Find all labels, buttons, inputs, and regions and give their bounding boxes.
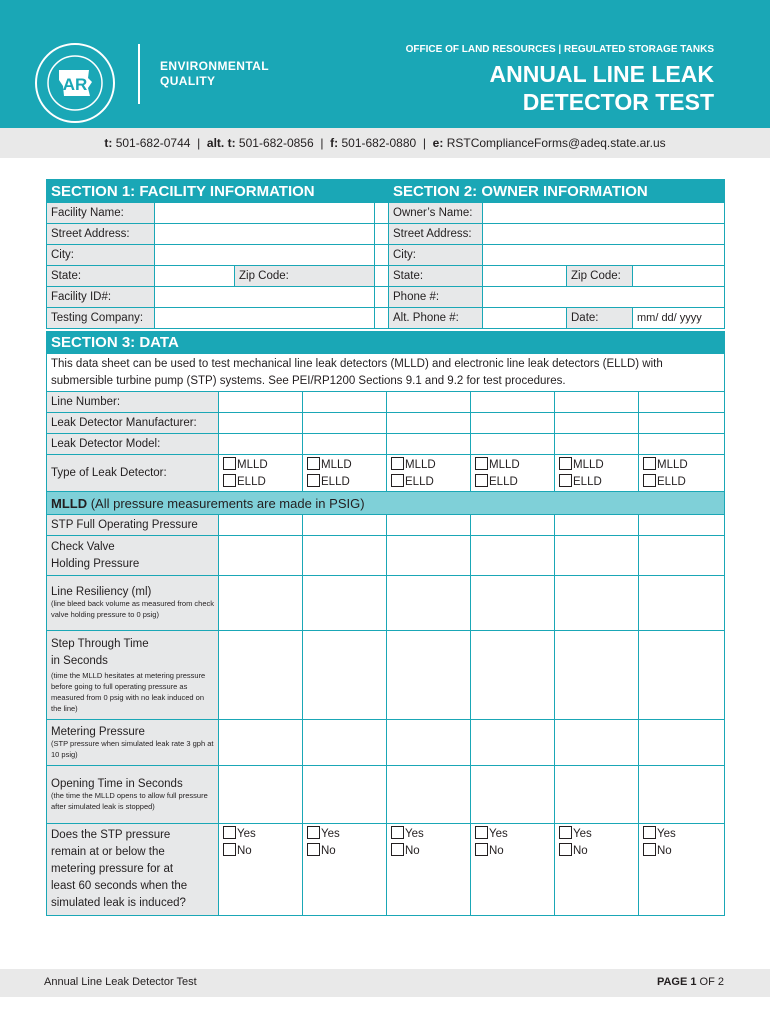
- opening-line-3-cell[interactable]: [387, 766, 471, 824]
- mlld-checkbox[interactable]: [307, 457, 320, 470]
- stp-full-line-5-cell[interactable]: [555, 515, 639, 536]
- manufacturer-label: [47, 413, 219, 434]
- metering-label: [47, 720, 219, 766]
- resiliency-line-6-cell[interactable]: [639, 576, 725, 631]
- facility-name-label: Facility Name:: [47, 203, 155, 224]
- label-line: metering pressure for at: [51, 863, 174, 875]
- label-line: Step Through Time: [51, 638, 149, 650]
- opening-line-1-cell[interactable]: [219, 766, 303, 824]
- type-line-6-cell: [639, 455, 725, 492]
- yes-option[interactable]: [307, 826, 382, 843]
- resiliency-line-4-cell[interactable]: [471, 576, 555, 631]
- mlld-subheader: [47, 492, 725, 515]
- mlld-subheader-bold: MLLD: [51, 495, 88, 511]
- data-table: [46, 331, 725, 916]
- owner-zip-field[interactable]: [633, 266, 725, 287]
- type-label: [47, 455, 219, 492]
- stp-question-label: [47, 824, 219, 916]
- elld-checkbox[interactable]: [223, 474, 236, 487]
- mlld-checkbox[interactable]: [223, 457, 236, 470]
- metering-line-1-cell[interactable]: [219, 720, 303, 766]
- form-title-line1: ANNUAL LINE LEAK: [489, 61, 714, 87]
- line-number-line-1-cell[interactable]: [219, 392, 303, 413]
- stp-full-label: [47, 515, 219, 536]
- fax-label: f:: [330, 136, 339, 150]
- stp-question-line-3-cell: [387, 824, 471, 916]
- manufacturer-line-5-cell[interactable]: [555, 413, 639, 434]
- yes-option[interactable]: [223, 826, 298, 843]
- metering-line-5-cell[interactable]: [555, 720, 639, 766]
- check-valve-line-4-cell[interactable]: [471, 536, 555, 576]
- elld-option-label: ELLD: [237, 476, 266, 488]
- check-valve-line-3-cell[interactable]: [387, 536, 471, 576]
- no-option[interactable]: [391, 843, 466, 860]
- facility-name-field[interactable]: [155, 203, 375, 224]
- section3-title: SECTION 3: DATA: [47, 332, 725, 354]
- manufacturer-line-6-cell[interactable]: [639, 413, 725, 434]
- model-line-4-cell[interactable]: [471, 434, 555, 455]
- line-number-line-6-cell[interactable]: [639, 392, 725, 413]
- step-line-2-cell[interactable]: [303, 631, 387, 720]
- step-line-6-cell[interactable]: [639, 631, 725, 720]
- mlld-option[interactable]: [223, 457, 298, 474]
- metering-line-2-cell[interactable]: [303, 720, 387, 766]
- no-option[interactable]: [475, 843, 550, 860]
- label-line: Check Valve: [51, 540, 115, 553]
- label-line: Type of Leak Detector:: [51, 467, 167, 479]
- elld-option-label: ELLD: [405, 476, 434, 488]
- elld-option-label: ELLD: [321, 476, 350, 488]
- check-valve-line-6-cell[interactable]: [639, 536, 725, 576]
- elld-option-label: ELLD: [657, 476, 686, 488]
- metering-line-3-cell[interactable]: [387, 720, 471, 766]
- elld-option-label: ELLD: [489, 476, 518, 488]
- facility-street-field[interactable]: [155, 224, 375, 245]
- section2-title: SECTION 2: OWNER INFORMATION: [389, 180, 725, 203]
- no-option-label: No: [237, 845, 252, 857]
- type-line-2-cell: [303, 455, 387, 492]
- owner-street-label: Street Address:: [389, 224, 483, 245]
- yes-checkbox[interactable]: [223, 826, 236, 839]
- manufacturer-line-3-cell[interactable]: [387, 413, 471, 434]
- stp-full-line-2-cell[interactable]: [303, 515, 387, 536]
- agency-seal-icon: [34, 42, 116, 124]
- yes-option-label: Yes: [405, 828, 424, 840]
- facility-id-label: Facility ID#:: [47, 287, 155, 308]
- elld-option[interactable]: [223, 474, 298, 491]
- check-valve-line-1-cell[interactable]: [219, 536, 303, 576]
- line-number-line-3-cell[interactable]: [387, 392, 471, 413]
- elld-option-label: ELLD: [573, 476, 602, 488]
- yes-option-label: Yes: [657, 828, 676, 840]
- mlld-option[interactable]: [475, 457, 550, 474]
- step-line-1-cell[interactable]: [219, 631, 303, 720]
- mlld-option[interactable]: [391, 457, 466, 474]
- owner-city-label: City:: [389, 245, 483, 266]
- no-option-label: No: [573, 845, 588, 857]
- elld-option[interactable]: [391, 474, 466, 491]
- resiliency-line-5-cell[interactable]: [555, 576, 639, 631]
- svg-text:AR: AR: [62, 75, 88, 94]
- facility-owner-table: [46, 179, 725, 329]
- opening-line-4-cell[interactable]: [471, 766, 555, 824]
- no-option-label: No: [405, 845, 420, 857]
- label-line: Opening Time in Seconds: [51, 777, 183, 790]
- field-note: (the time the MLLD opens to allow full pressure after simulated leak is stopped): [51, 790, 208, 811]
- separator: |: [197, 136, 201, 150]
- model-line-1-cell[interactable]: [219, 434, 303, 455]
- gap-cell: [375, 203, 389, 224]
- mlld-option-label: MLLD: [657, 459, 688, 471]
- opening-line-2-cell[interactable]: [303, 766, 387, 824]
- step-line-4-cell[interactable]: [471, 631, 555, 720]
- resiliency-line-2-cell[interactable]: [303, 576, 387, 631]
- page-header: [0, 0, 770, 128]
- yes-option-label: Yes: [573, 828, 592, 840]
- stp-question-line-4-cell: [471, 824, 555, 916]
- gap-cell: [375, 287, 389, 308]
- mlld-checkbox[interactable]: [475, 457, 488, 470]
- stp-full-line-1-cell[interactable]: [219, 515, 303, 536]
- mlld-option-label: MLLD: [237, 459, 268, 471]
- line-number-label: [47, 392, 219, 413]
- elld-option[interactable]: [307, 474, 382, 491]
- label-line: STP Full Operating Pressure: [51, 519, 198, 531]
- page-number: [657, 976, 724, 988]
- yes-checkbox[interactable]: [643, 826, 656, 839]
- section1-title: SECTION 1: FACILITY INFORMATION: [47, 180, 375, 203]
- yes-option[interactable]: [559, 826, 634, 843]
- type-line-4-cell: [471, 455, 555, 492]
- org-name-line2: QUALITY: [160, 74, 216, 88]
- yes-option-label: Yes: [321, 828, 340, 840]
- yes-option[interactable]: [391, 826, 466, 843]
- stp-question-line-1-cell: [219, 824, 303, 916]
- gap-cell: [375, 245, 389, 266]
- check-valve-line-2-cell[interactable]: [303, 536, 387, 576]
- owner-alt-phone-label: Alt. Phone #:: [389, 308, 483, 329]
- facility-street-label: Street Address:: [47, 224, 155, 245]
- testing-company-label: Testing Company:: [47, 308, 155, 329]
- yes-option[interactable]: [475, 826, 550, 843]
- elld-option[interactable]: [475, 474, 550, 491]
- model-line-6-cell[interactable]: [639, 434, 725, 455]
- no-checkbox[interactable]: [223, 843, 236, 856]
- field-note: (line bleed back volume as measured from check valve holding pressure to 0 psig): [51, 599, 214, 619]
- mlld-option[interactable]: [559, 457, 634, 474]
- page-number-bold: PAGE 1: [656, 976, 697, 988]
- model-line-5-cell[interactable]: [555, 434, 639, 455]
- email-label: e:: [432, 136, 444, 150]
- facility-state-label: State:: [47, 266, 155, 287]
- page-number-rest: OF 2: [696, 976, 724, 988]
- resiliency-line-1-cell[interactable]: [219, 576, 303, 631]
- alt-phone-label: alt. t:: [206, 136, 236, 150]
- manufacturer-line-2-cell[interactable]: [303, 413, 387, 434]
- yes-checkbox[interactable]: [307, 826, 320, 839]
- label-line: least 60 seconds when the: [51, 880, 188, 892]
- mlld-checkbox[interactable]: [559, 457, 572, 470]
- section-gap: [375, 180, 389, 203]
- office-subtitle: OFFICE OF LAND RESOURCES | REGULATED STORAGE TANKS: [405, 44, 714, 55]
- stp-full-line-3-cell[interactable]: [387, 515, 471, 536]
- label-line: Does the STP pressure: [51, 829, 171, 841]
- facility-city-field[interactable]: [155, 245, 375, 266]
- yes-option-label: Yes: [237, 828, 256, 840]
- no-checkbox[interactable]: [391, 843, 404, 856]
- type-line-5-cell: [555, 455, 639, 492]
- no-option[interactable]: [643, 843, 720, 860]
- facility-state-field[interactable]: [155, 266, 235, 287]
- owner-city-field[interactable]: [483, 245, 725, 266]
- manufacturer-line-4-cell[interactable]: [471, 413, 555, 434]
- yes-option[interactable]: [643, 826, 720, 843]
- resiliency-line-3-cell[interactable]: [387, 576, 471, 631]
- mlld-option-label: MLLD: [405, 459, 436, 471]
- mlld-option-label: MLLD: [573, 459, 604, 471]
- elld-checkbox[interactable]: [475, 474, 488, 487]
- contact-bar: [0, 128, 770, 158]
- stp-full-line-6-cell[interactable]: [639, 515, 725, 536]
- line-number-line-2-cell[interactable]: [303, 392, 387, 413]
- model-label: [47, 434, 219, 455]
- owner-name-field[interactable]: [483, 203, 725, 224]
- model-line-2-cell[interactable]: [303, 434, 387, 455]
- fax-value: 501-682-0880: [341, 136, 417, 150]
- step-label: [47, 631, 219, 720]
- opening-line-6-cell[interactable]: [639, 766, 725, 824]
- no-option-label: No: [489, 845, 504, 857]
- owner-phone-label: Phone #:: [389, 287, 483, 308]
- facility-zip-label: Zip Code:: [235, 266, 375, 287]
- logo-divider: [138, 44, 140, 104]
- no-option[interactable]: [223, 843, 298, 860]
- step-line-3-cell[interactable]: [387, 631, 471, 720]
- facility-id-field[interactable]: [155, 287, 375, 308]
- no-checkbox[interactable]: [307, 843, 320, 856]
- org-name: [160, 59, 269, 89]
- phone-label: t:: [104, 136, 113, 150]
- stp-full-line-4-cell[interactable]: [471, 515, 555, 536]
- no-option-label: No: [321, 845, 336, 857]
- testing-company-field[interactable]: [155, 308, 375, 329]
- owner-phone-field[interactable]: [483, 287, 725, 308]
- gap-cell: [375, 308, 389, 329]
- manufacturer-line-1-cell[interactable]: [219, 413, 303, 434]
- resiliency-label: [47, 576, 219, 631]
- form-title-line2: DETECTOR TEST: [522, 89, 714, 115]
- label-line: Holding Pressure: [51, 557, 140, 570]
- mlld-option-label: MLLD: [489, 459, 520, 471]
- elld-option[interactable]: [643, 474, 720, 491]
- no-option[interactable]: [559, 843, 634, 860]
- footer-title: Annual Line Leak Detector Test: [44, 976, 197, 988]
- no-checkbox[interactable]: [559, 843, 572, 856]
- mlld-option-label: MLLD: [321, 459, 352, 471]
- owner-alt-phone-field[interactable]: [483, 308, 567, 329]
- owner-zip-label: Zip Code:: [567, 266, 633, 287]
- label-line: in Seconds: [51, 655, 108, 667]
- elld-checkbox[interactable]: [559, 474, 572, 487]
- stp-question-line-2-cell: [303, 824, 387, 916]
- form-title: [490, 60, 714, 116]
- no-option-label: No: [657, 845, 672, 857]
- date-field[interactable]: mm/ dd/ yyyy: [633, 308, 725, 329]
- metering-line-6-cell[interactable]: [639, 720, 725, 766]
- stp-question-line-5-cell: [555, 824, 639, 916]
- yes-checkbox[interactable]: [391, 826, 404, 839]
- label-line: remain at or below the: [51, 846, 165, 858]
- mlld-checkbox[interactable]: [643, 457, 656, 470]
- yes-checkbox[interactable]: [475, 826, 488, 839]
- label-line: Metering Pressure: [51, 725, 145, 738]
- gap-cell: [375, 266, 389, 287]
- opening-line-5-cell[interactable]: [555, 766, 639, 824]
- label-line: Leak Detector Manufacturer:: [51, 417, 197, 429]
- stp-question-line-6-cell: [639, 824, 725, 916]
- yes-checkbox[interactable]: [559, 826, 572, 839]
- opening-label: [47, 766, 219, 824]
- type-line-1-cell: [219, 455, 303, 492]
- label-line: simulated leak is induced?: [51, 897, 186, 909]
- org-name-line1: ENVIRONMENTAL: [160, 59, 269, 73]
- mlld-checkbox[interactable]: [391, 457, 404, 470]
- facility-city-label: City:: [47, 245, 155, 266]
- type-line-3-cell: [387, 455, 471, 492]
- section3-intro: This data sheet can be used to test mechanical line leak detectors (MLLD) and electronic line leak detectors (ELLD) with submersible turbine pump (STP) systems. See PEI/RP1200 Sections 9.1 and 9.2 for test procedures.: [47, 354, 725, 392]
- field-note: (time the MLLD hesitates at metering pressure before going to full operating pressure as measured from 0 psig with no leak induced on the line): [51, 671, 206, 713]
- elld-checkbox[interactable]: [307, 474, 320, 487]
- label-line: Line Number:: [51, 396, 121, 408]
- owner-state-label: State:: [389, 266, 483, 287]
- alt-phone-value: 501-682-0856: [238, 136, 314, 150]
- email-link[interactable]: RSTComplianceForms@adeq.state.ar.us: [446, 136, 666, 150]
- no-checkbox[interactable]: [475, 843, 488, 856]
- separator: |: [320, 136, 324, 150]
- separator: |: [422, 136, 426, 150]
- step-line-5-cell[interactable]: [555, 631, 639, 720]
- owner-street-field[interactable]: [483, 224, 725, 245]
- mlld-option[interactable]: [643, 457, 720, 474]
- owner-name-label: Owner’s Name:: [389, 203, 483, 224]
- gap-cell: [375, 224, 389, 245]
- metering-line-4-cell[interactable]: [471, 720, 555, 766]
- date-label: Date:: [567, 308, 633, 329]
- owner-state-field[interactable]: [483, 266, 567, 287]
- label-line: Leak Detector Model:: [51, 438, 161, 450]
- phone-value: 501-682-0744: [115, 136, 191, 150]
- no-option[interactable]: [307, 843, 382, 860]
- yes-option-label: Yes: [489, 828, 508, 840]
- line-number-line-4-cell[interactable]: [471, 392, 555, 413]
- no-checkbox[interactable]: [643, 843, 656, 856]
- label-line: Line Resiliency (ml): [51, 586, 152, 598]
- elld-option[interactable]: [559, 474, 634, 491]
- check-valve-label: [47, 536, 219, 576]
- field-note: (STP pressure when simulated leak rate 3 gph at 10 psig): [51, 738, 214, 759]
- check-valve-line-5-cell[interactable]: [555, 536, 639, 576]
- mlld-subheader-text: (All pressure measurements are made in PSIG): [87, 495, 365, 511]
- line-number-line-5-cell[interactable]: [555, 392, 639, 413]
- elld-checkbox[interactable]: [391, 474, 404, 487]
- model-line-3-cell[interactable]: [387, 434, 471, 455]
- mlld-option[interactable]: [307, 457, 382, 474]
- elld-checkbox[interactable]: [643, 474, 656, 487]
